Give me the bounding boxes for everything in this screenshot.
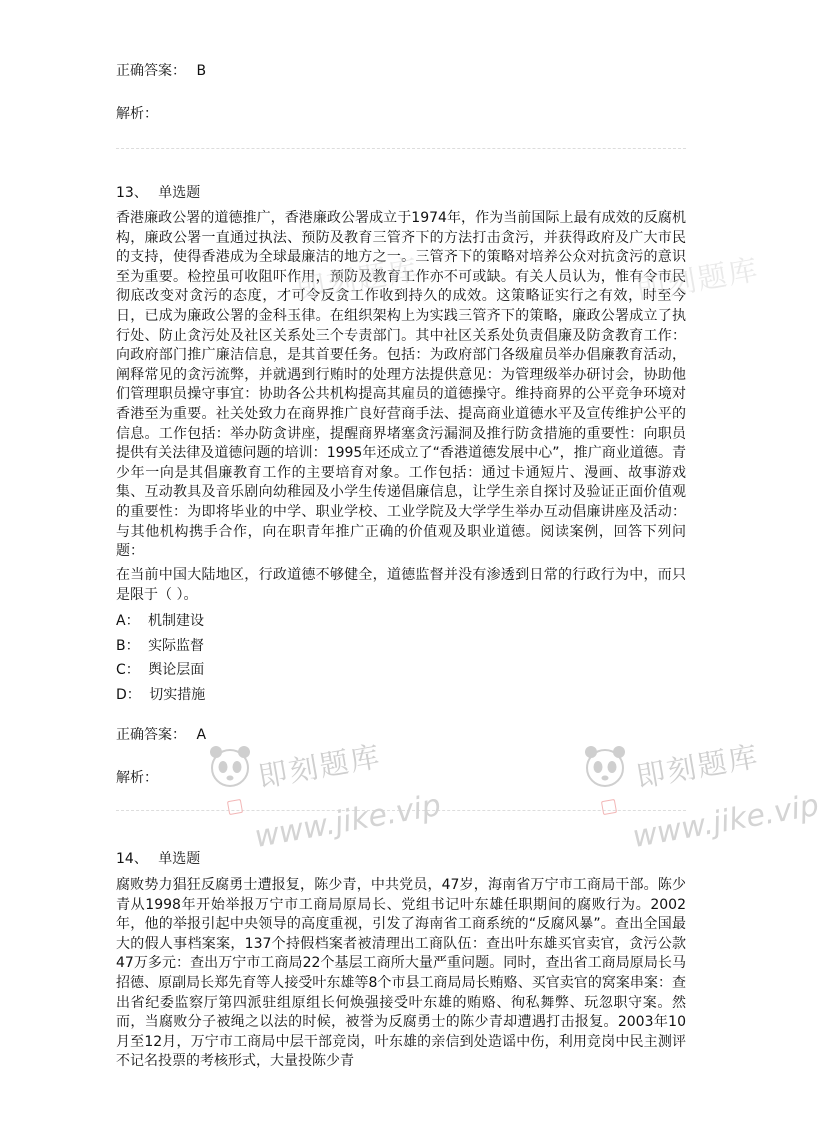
q13-number: 13、 <box>116 185 148 201</box>
watermark-brand: 即刻题库 <box>255 739 384 795</box>
panda-logo-icon <box>580 740 630 796</box>
option-text: 舆论层面 <box>148 662 205 678</box>
watermark-url: www.jike.vip <box>629 787 822 855</box>
q13-passage: 香港廉政公署的道德推广，香港廉政公署成立于1974年，作为当前国际上最有成效的反腐机构，廉政公署一直通过执法、预防及教育三管齐下的方法打击贪污，并获得政府及广大市民的支持，使得香港成为全球最廉洁的地方之一。三管齐下的策略对培养公众对抗贪污的意识至为重要。检控虽可收阻吓作用，预防及教育工作亦不可或缺。有关人员认为，惟有令市民彻底改变对贪污的态度，才可令反贪工作收到持久的成效。这策略证实行之有效，时至今日，已成为廉政公署的金科玉律。在组织架构上为实践三管齐下的策略，廉政公署成立了执行处、防止贪污处及社区关系处三个专责部门。其中社区关系处负责倡廉及防贪教育工作：向政府部门推广廉洁信息，是其首要任务。包括：为政府部门各级雇员举办倡廉教育活动，阐释常见的贪污流弊，并就遇到行贿时的处理方法提供意见：为管理级举办研讨会，协助他们管理职员操守事宜：协助各公共机构提高其雇员的道德操守。维持商界的公平竞争环境对香港至为重要。社关处致力在商界推广良好营商手法、提高商业道德水平及宣传维护公平的信息。工作包括：举办防贪讲座，提醒商界堵塞贪污漏洞及推行防贪措施的重要性：向职员提供有关法律及道德问题的培训：1995年还成立了“香港道德发展中心”，推广商业道德。青少年一向是其倡廉教育工作的主要培育对象。工作包括：通过卡通短片、漫画、故事游戏集、互动教具及音乐剧向幼稚园及小学生传递倡廉信息，让学生亲自探讨及验证正面价值观的重要性：为即将毕业的中学、职业学校、工业学院及大学学生举办互动倡廉讲座及活动：与其他机构携手合作，向在职青年推广正确的价值观及职业道德。阅读案例，回答下列问题： <box>116 210 686 560</box>
prev-answer-label: 正确答案： <box>116 63 186 79</box>
q13-answer-value: A <box>196 727 207 743</box>
watermark-brand: 即刻题库 <box>633 739 762 795</box>
q13-analysis-label: 解析： <box>116 770 158 786</box>
option-label: A： <box>116 613 140 629</box>
option-text: 切实措施 <box>149 687 206 703</box>
option-text: 实际监督 <box>148 638 205 654</box>
option-label: B： <box>116 638 140 654</box>
q14-passage: 腐败势力猖狂反腐勇士遭报复，陈少青，中共党员，47岁，海南省万宁市工商局干部。陈少青从1998年开始举报万宁市工商局原局长、党组书记叶东雄任职期间的腐败行为。2002年，他的举报引起中央领导的高度重视，引发了海南省工商系统的“反腐风暴”。查出全国最大的假人事档案案，137个持假档案者被清理出工商队伍：查出叶东雄买官卖官，贪污公款47万多元：查出万宁市工商局22个基层工商所大量严重问题。同时，查出省工商局原局长马招德、原副局长郑先育等人接受叶东雄等8个市县工商局局长贿赂、买官卖官的窝案串案：查出省纪委监察厅第四派驻组原组长何焕强接受叶东雄的贿赂、徇私舞弊、玩忽职守案。然而，当腐败分子被绳之以法的时候，被誉为反腐勇士的陈少青却遭遇打击报复。2003年10月至12月，万宁市工商局中层干部竞岗，叶东雄的亲信到处造谣中伤，利用竞岗中民主测评不记名投票的考核形式，大量投陈少青 <box>116 877 686 1070</box>
prev-answer-value: B <box>196 63 207 79</box>
q13-question: 在当前中国大陆地区，行政道德不够健全，道德监督并没有渗透到日常的行政行为中，而只是限于（ ）。 <box>116 567 686 603</box>
panda-logo-icon <box>205 740 255 796</box>
seal-icon <box>227 799 243 815</box>
watermark-url: www.jike.vip <box>251 787 444 855</box>
divider <box>116 810 686 811</box>
watermark-clip <box>629 739 822 860</box>
q13-answer-line <box>116 726 206 745</box>
q13-option-d[interactable] <box>116 686 205 705</box>
seal-icon <box>601 799 617 815</box>
q13-header <box>116 184 200 203</box>
q14-type: 单选题 <box>158 851 201 867</box>
q13-option-a[interactable] <box>116 612 204 631</box>
watermark-brand: 即刻题库 <box>293 252 422 308</box>
q13-option-c[interactable] <box>116 661 204 680</box>
prev-analysis-label: 解析： <box>116 106 158 122</box>
q14-number: 14、 <box>116 851 148 867</box>
q13-option-b[interactable] <box>116 637 204 656</box>
q13-answer-label: 正确答案： <box>116 727 186 743</box>
option-label: C： <box>116 662 140 678</box>
prev-answer-line <box>116 62 206 81</box>
watermark-brand: 即刻题库 <box>633 252 762 308</box>
q13-type: 单选题 <box>158 185 201 201</box>
q14-header <box>116 850 200 869</box>
divider <box>116 148 686 149</box>
option-label: D： <box>116 687 141 703</box>
option-text: 机制建设 <box>148 613 205 629</box>
